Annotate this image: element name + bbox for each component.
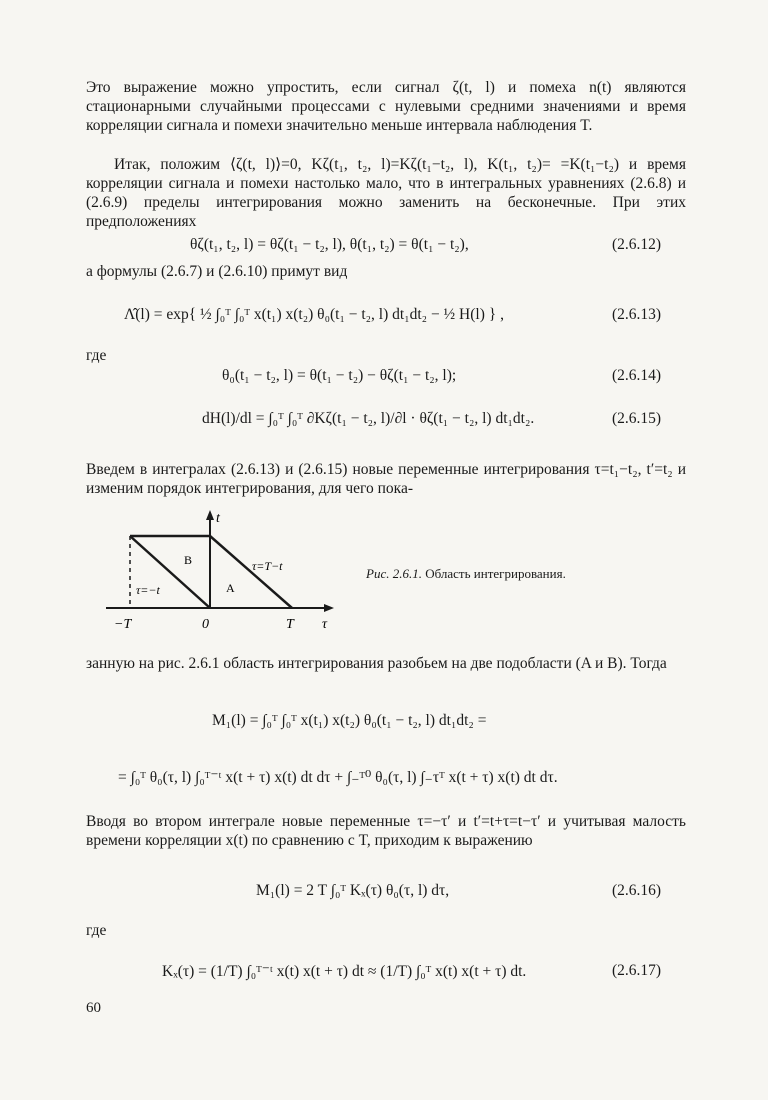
equation-m1-line-2: = ∫₀ᵀ θ₀(τ, l) ∫₀ᵀ⁻ᵗ x(t + τ) x(t) dt dτ + ∫₋ᵀ⁰ θ₀(τ, l) ∫₋τᵀ x(t + τ) x(t) dt dτ. — [118, 769, 558, 786]
paragraph-1 — [86, 78, 686, 135]
equation-2-6-15: dH(l)/dl = ∫₀ᵀ ∫₀ᵀ ∂Kζ(t₁ − t₂, l)/∂l · θζ(t₁ − t₂, l) dt₁dt₂. — [202, 410, 535, 427]
line-right-label: τ=T−t — [252, 559, 283, 573]
figure-caption — [366, 566, 566, 582]
paragraph-6 — [86, 812, 686, 850]
tau-axis-arrow — [324, 604, 334, 612]
t-axis-label: t — [216, 511, 220, 526]
equation-2-6-12: θζ(t₁, t₂, l) = θζ(t₁ − t₂, l), θ(t₁, t₂) = θ(t₁ − t₂), — [190, 236, 469, 253]
equation-2-6-13: Λ̂(l) = exp{ ½ ∫₀ᵀ ∫₀ᵀ x(t₁) x(t₂) θ₀(t₁ − t₂, l) dt₁dt₂ − ½ H(l) } , — [124, 306, 504, 323]
equation-number-2-6-12: (2.6.12) — [612, 236, 662, 253]
origin-label: 0 — [202, 617, 209, 632]
equation-2-6-17: Kₓ(τ) = (1/T) ∫₀ᵀ⁻ᵗ x(t) x(t + τ) dt ≈ (1/T) ∫₀ᵀ x(t) x(t + τ) dt. — [162, 963, 527, 980]
equation-number-2-6-14: (2.6.14) — [612, 367, 662, 384]
tau-axis-label: τ — [322, 617, 328, 632]
left-diagonal-line — [130, 536, 210, 608]
equation-2-6-14: θ₀(t₁ − t₂, l) = θ(t₁ − t₂) − θζ(t₁ − t₂, l); — [222, 367, 457, 384]
equation-number-2-6-15: (2.6.15) — [612, 410, 662, 427]
page-number: 60 — [86, 1000, 101, 1016]
region-B-label: B — [184, 553, 193, 567]
paragraph-3 — [86, 262, 686, 281]
label-where-1: где — [86, 347, 107, 364]
paragraph-5 — [86, 654, 686, 673]
paragraph-6-text: Вводя во втором интеграле новые переменные τ=−τ′ и t′=t+τ=t−τ′ и учитывая малость времени корреляции x(t) по сравнению с T, приходим к выражению — [86, 813, 686, 849]
region-A-label: A — [226, 581, 235, 595]
equation-number-2-6-16: (2.6.16) — [612, 882, 662, 899]
paragraph-4 — [86, 460, 686, 498]
figure-caption-text: Область интегрирования. — [425, 566, 566, 581]
figure-caption-label: Рис. 2.6.1. — [366, 566, 422, 581]
paragraph-4-text: Введем в интегралах (2.6.13) и (2.6.15) новые переменные интегрирования τ=t₁−t₂, t′=t₂ и изменим порядок интегрирования, для чего пока- — [86, 461, 686, 497]
neg-T-label: −T — [114, 617, 132, 632]
paragraph-5-text: занную на рис. 2.6.1 область интегрирования разобьем на две подобласти (A и B). Тогда — [86, 655, 667, 672]
equation-m1-line-1: M₁(l) = ∫₀ᵀ ∫₀ᵀ x(t₁) x(t₂) θ₀(t₁ − t₂, l) dt₁dt₂ = — [212, 712, 487, 729]
paragraph-1-text: Это выражение можно упростить, если сигнал ζ(t, l) и помеха n(t) являются стационарными случайными процессами с нулевыми средними значениями и время корреляции сигнала и помехи значительно меньше интервала наблюдения T. — [86, 79, 686, 134]
pos-T-label: T — [286, 617, 294, 632]
paragraph-2 — [86, 155, 686, 231]
paragraph-3-text: а формулы (2.6.7) и (2.6.10) примут вид — [86, 263, 348, 280]
integration-region-figure — [96, 508, 336, 634]
paragraph-2-text: Итак, положим ⟨ζ(t, l)⟩=0, Kζ(t₁, t₂, l)=Kζ(t₁−t₂, l), K(t₁, t₂)= =K(t₁−t₂) и время корреляции сигнала и помехи настолько мало, что в интегральных уравнениях (2.6.8) и (2.6.9) пределы интегрирования можно заменить на бесконечные. При этих предположениях — [86, 156, 686, 230]
label-where-2: где — [86, 922, 107, 939]
equation-number-2-6-13: (2.6.13) — [612, 306, 662, 323]
equation-2-6-16: M₁(l) = 2 T ∫₀ᵀ Kₓ(τ) θ₀(τ, l) dτ, — [256, 882, 450, 899]
equation-number-2-6-17: (2.6.17) — [612, 962, 662, 979]
t-axis-arrow — [206, 510, 214, 520]
line-left-label: τ=−t — [136, 583, 160, 597]
